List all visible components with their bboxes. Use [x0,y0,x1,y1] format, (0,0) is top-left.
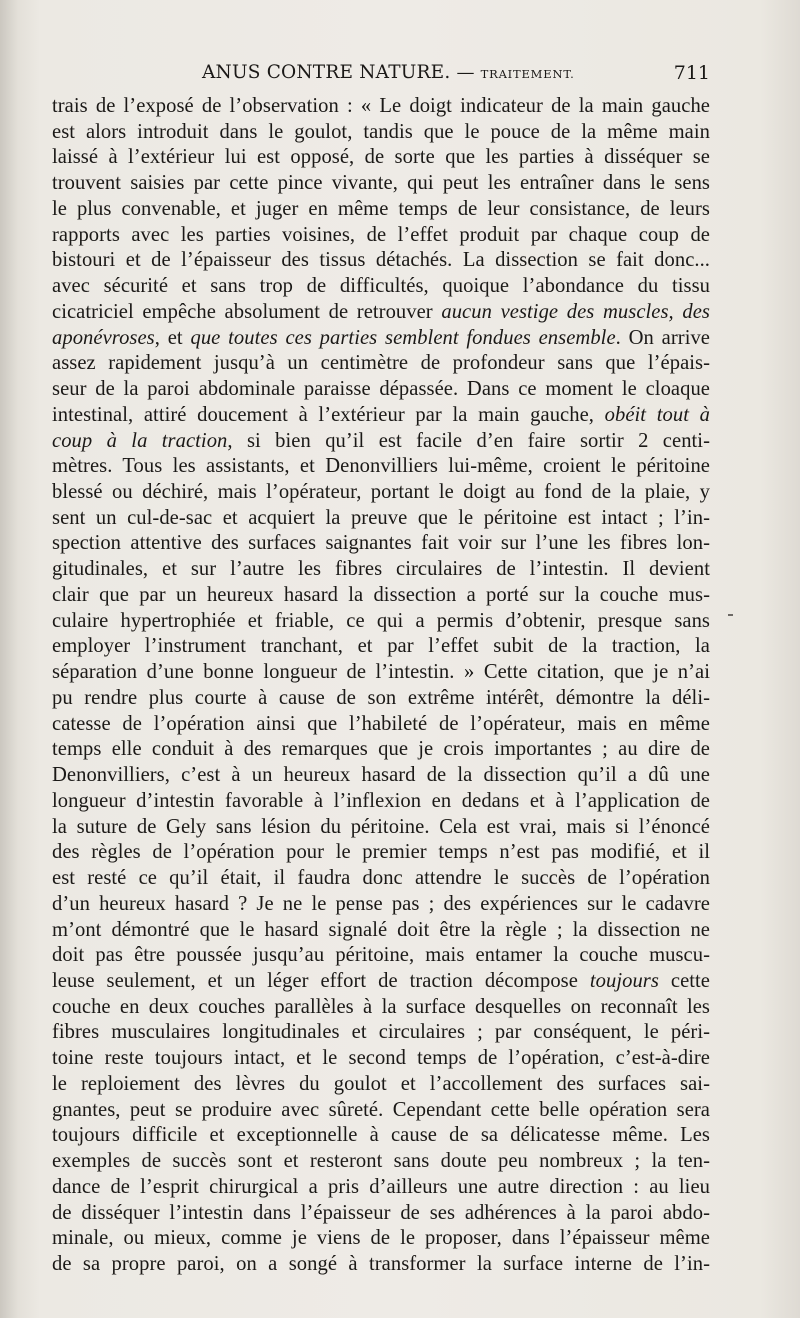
text-segment: m’ont démontré que le hasard signalé doit être la règle ; la dissection ne [52,918,710,941]
text-segment: laissé à l’extérieur lui est opposé, de sorte que les parties à disséquer se [52,146,710,169]
margin-mark [728,614,733,616]
text-line [52,480,710,506]
text-line [52,377,710,403]
text-line [52,1098,710,1124]
text-segment: doit pas être poussée jusqu’au péritoine, mais entamer la couche muscu- [52,944,710,967]
text-segment: dance de l’esprit chirurgical a pris d’ailleurs une autre direction : au lieu [52,1175,710,1198]
text-segment: rapports avec les parties voisines, de l’effet produit par chaque coup de [52,223,710,246]
text-line [52,454,710,480]
text-line [52,969,710,995]
italic-text-segment: coup à la traction [52,429,228,452]
text-line [52,789,710,815]
text-segment: mètres. Tous les assistants, et Denonvilliers lui-même, croient le péritoine [52,455,710,478]
text-segment: cicatriciel empêche absolument de retrouver [52,300,442,323]
text-segment: . On arrive [615,326,711,349]
text-line [52,326,710,352]
text-line [52,1175,710,1201]
text-segment: gitudinales, et sur l’autre les fibres circulaires de l’intestin. Il devient [52,558,710,581]
text-line [52,429,710,455]
text-segment: spection attentive des surfaces saignantes fait voir sur l’une les fibres lon- [52,532,710,555]
text-line [52,763,710,789]
text-segment: d’un heureux hasard ? Je ne le pense pas ; des expériences sur le cadavre [52,892,710,915]
text-line [52,660,710,686]
text-segment: employer l’instrument tranchant, et par l’effet subit de la traction, la [52,635,710,658]
text-segment: de disséquer l’intestin dans l’épaisseur de ses adhérences à la paroi abdo- [52,1201,710,1224]
text-line [52,712,710,738]
text-segment: fibres musculaires longitudinales et circulaires ; par conséquent, le péri- [52,1021,710,1044]
text-line [52,557,710,583]
text-segment: de sa propre paroi, on a songé à transformer la surface interne de l’in- [52,1253,710,1276]
text-segment: sent un cul-de-sac et acquiert la preuve que le péritoine est intact ; l’in- [52,506,710,529]
text-segment: le plus convenable, et juger en même temps de leur consistance, de leurs [52,197,710,220]
italic-text-segment: aucun vestige des muscles, des [441,300,710,323]
text-line [52,171,710,197]
text-segment: minale, ou mieux, comme je viens de le proposer, dans l’épaisseur même [52,1227,710,1250]
running-title [202,62,575,83]
text-segment: , et [154,326,191,349]
page-header [52,58,710,88]
text-line [52,94,710,120]
italic-text-segment: que toutes ces parties semblent fondues ensemble [190,326,616,349]
italic-text-segment: toujours [589,969,659,992]
text-segment: temps elle conduit à des remarques que je crois importantes ; au dire de [52,738,710,761]
text-segment: couche en deux couches parallèles à la surface desquelles on reconnaît les [52,995,710,1018]
text-line [52,815,710,841]
text-line [52,609,710,635]
body-text [52,94,710,1278]
italic-text-segment: aponévroses [52,326,155,349]
text-segment: est alors introduit dans le goulot, tandis que le pouce de la même main [52,120,710,143]
text-line [52,1201,710,1227]
text-segment: la suture de Gely sans lésion du péritoine. Cela est vrai, mais si l’énoncé [52,815,710,838]
text-line [52,1252,710,1278]
text-segment: Denonvilliers, c’est à un heureux hasard de la dissection qu’il a dû une [52,764,710,787]
text-line [52,866,710,892]
text-segment: blessé ou déchiré, mais l’opérateur, portant le doigt au fond de la plaie, y [52,481,710,504]
text-line [52,1020,710,1046]
text-segment: avec sécurité et sans trop de difficultés, quoique l’abondance du tissu [52,275,710,298]
text-segment: assez rapidement jusqu’à un centimètre de profondeur sans que l’épais- [52,352,710,375]
text-line [52,892,710,918]
text-line [52,1149,710,1175]
text-line [52,737,710,763]
text-line [52,531,710,557]
text-segment: , si bien qu’il est facile d’en faire sortir 2 centi- [227,429,710,452]
text-segment: des règles de l’opération pour le premier temps n’est pas modifié, et il [52,841,710,864]
text-segment: longueur d’intestin favorable à l’inflexion en dedans et à l’application de [52,789,710,812]
text-line [52,634,710,660]
text-segment: cette [658,969,710,992]
text-segment: pu rendre plus courte à cause de son extrême intérêt, démontre la déli- [52,686,710,709]
text-segment: le reploiement des lèvres du goulot et l’accollement des surfaces sai- [52,1072,710,1095]
text-line [52,120,710,146]
text-segment: intestinal, attiré doucement à l’extérieur par la main gauche, [52,403,605,426]
text-line [52,583,710,609]
text-line [52,300,710,326]
text-line [52,506,710,532]
text-segment: catesse de l’opération ainsi que l’habileté de l’opérateur, mais en même [52,712,710,735]
text-segment: exemples de succès sont et resteront sans doute peu nombreux ; la ten- [52,1150,710,1173]
text-segment: toine reste toujours intact, et le second temps de l’opération, c’est-à-dire [52,1047,710,1070]
running-title-dash: — [456,62,475,83]
page-gutter-shadow [0,0,18,1318]
text-line [52,248,710,274]
text-segment: bistouri et de l’épaisseur des tissus détachés. La dissection se fait donc... [52,249,710,272]
text-segment: séparation d’une bonne longueur de l’intestin. » Cette citation, que je n’ai [52,661,710,684]
text-line [52,197,710,223]
italic-text-segment: obéit tout à [604,403,710,426]
text-line [52,274,710,300]
text-segment: toujours difficile et exceptionnelle à cause de sa délicatesse même. Les [52,1124,710,1147]
running-title-main: ANUS CONTRE NATURE. [202,62,451,83]
text-line [52,943,710,969]
text-line [52,1072,710,1098]
page-number: 711 [673,62,710,84]
text-segment: gnantes, peut se produire avec sûreté. Cependant cette belle opération sera [52,1098,710,1121]
text-segment: leuse seulement, et un léger effort de traction décompose [52,969,590,992]
text-line [52,918,710,944]
text-segment: clair que par un heureux hasard la dissection a porté sur la couche mus- [52,583,710,606]
text-line [52,223,710,249]
text-line [52,351,710,377]
running-title-sub: TRAITEMENT. [480,67,575,81]
text-line [52,1123,710,1149]
text-segment: trouvent saisies par cette pince vivante, qui peut les entraîner dans le sens [52,172,710,195]
text-segment: seur de la paroi abdominale paraisse dépassée. Dans ce moment le cloaque [52,378,710,401]
text-line [52,1226,710,1252]
text-line [52,686,710,712]
text-line [52,145,710,171]
text-line [52,840,710,866]
text-line [52,995,710,1021]
text-segment: est resté ce qu’il était, il faudra donc attendre le succès de l’opération [52,867,710,890]
text-line [52,403,710,429]
text-segment: culaire hypertrophiée et friable, ce qui a permis d’obtenir, presque sans [52,609,710,632]
text-line [52,1046,710,1072]
text-segment: trais de l’exposé de l’observation : « Le doigt indicateur de la main gauche [52,95,710,117]
